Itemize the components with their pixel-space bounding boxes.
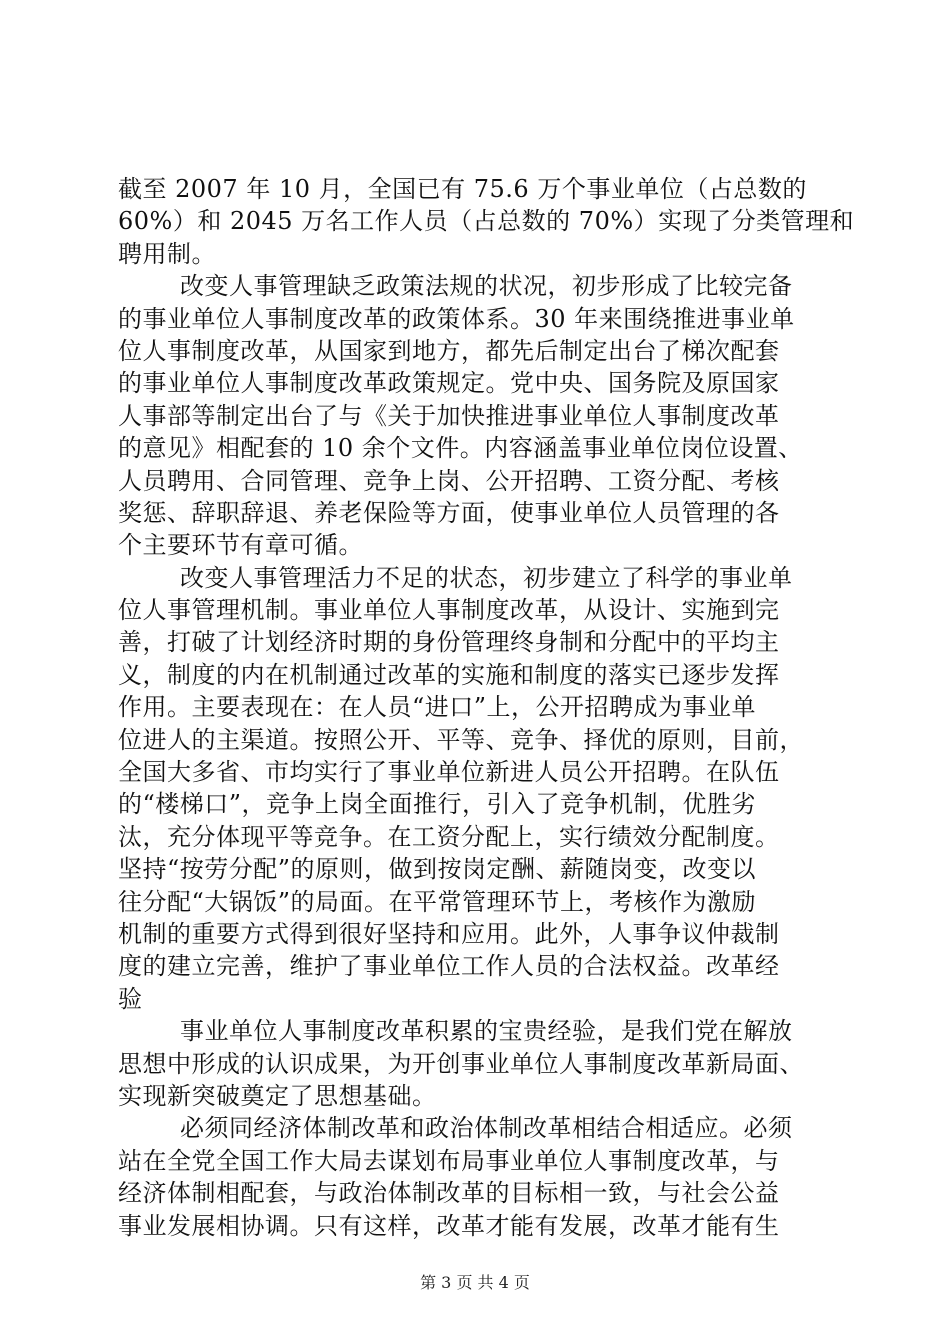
text-line: 坚持“按劳分配”的原则，做到按岗定酬、薪随岗变，改变以 bbox=[118, 855, 757, 884]
text-line: 汰，充分体现平等竞争。在工资分配上，实行绩效分配制度。 bbox=[118, 822, 780, 851]
text-line: 改变人事管理缺乏政策法规的状况，初步形成了比较完备 bbox=[180, 272, 793, 301]
text-line: 60%）和 2045 万名工作人员（占总数的 70%）实现了分类管理和 bbox=[118, 207, 855, 236]
text-line: 位人事制度改革，从国家到地方，都先后制定出台了梯次配套 bbox=[118, 336, 780, 365]
text-line: 截至 2007 年 10 月，全国已有 75.6 万个事业单位（占总数的 bbox=[118, 175, 807, 203]
text-line: 个主要环节有章可循。 bbox=[118, 531, 363, 560]
text-line: 义，制度的内在机制通过改革的实施和制度的落实已逐步发挥 bbox=[118, 660, 780, 689]
text-line: 往分配“大锅饭”的局面。在平常管理环节上，考核作为激励 bbox=[118, 887, 757, 916]
text-line: 的事业单位人事制度改革政策规定。党中央、国务院及原国家 bbox=[118, 369, 780, 398]
text-line: 位进人的主渠道。按照公开、平等、竞争、择优的原则，目前， bbox=[118, 725, 804, 754]
text-line: 奖惩、辞职辞退、养老保险等方面，使事业单位人员管理的各 bbox=[118, 498, 780, 527]
page-footer: 第 3 页 共 4 页 bbox=[420, 1273, 530, 1292]
text-line: 经济体制相配套，与政治体制改革的目标相一致，与社会公益 bbox=[118, 1179, 780, 1208]
text-line: 改变人事管理活力不足的状态，初步建立了科学的事业单 bbox=[180, 563, 793, 592]
text-line: 位人事管理机制。事业单位人事制度改革，从设计、实施到完 bbox=[118, 596, 780, 625]
text-line: 事业单位人事制度改革积累的宝贵经验，是我们党在解放 bbox=[180, 1017, 793, 1046]
text-line: 实现新突破奠定了思想基础。 bbox=[118, 1081, 437, 1110]
text-line: 善，打破了计划经济时期的身份管理终身制和分配中的平均主 bbox=[118, 628, 780, 657]
document-body bbox=[118, 173, 855, 1242]
text-line: 验 bbox=[118, 984, 143, 1013]
text-line: 聘用制。 bbox=[118, 239, 216, 268]
text-line: 作用。主要表现在：在人员“进口”上，公开招聘成为事业单 bbox=[118, 693, 757, 722]
text-line: 站在全党全国工作大局去谋划布局事业单位人事制度改革，与 bbox=[118, 1146, 780, 1175]
text-line: 机制的重要方式得到很好坚持和应用。此外，人事争议仲裁制 bbox=[118, 919, 780, 948]
text-line: 事业发展相协调。只有这样，改革才能有发展，改革才能有生 bbox=[118, 1211, 780, 1240]
text-line: 人员聘用、合同管理、竞争上岗、公开招聘、工资分配、考核 bbox=[118, 466, 780, 495]
text-line: 度的建立完善，维护了事业单位工作人员的合法权益。改革经 bbox=[118, 952, 780, 981]
text-line: 的事业单位人事制度改革的政策体系。30 年来围绕推进事业单 bbox=[118, 304, 795, 333]
text-line: 的意见》相配套的 10 余个文件。内容涵盖事业单位岗位设置、 bbox=[118, 434, 803, 463]
text-line: 全国大多省、市均实行了事业单位新进人员公开招聘。在队伍 bbox=[118, 758, 780, 787]
text-line: 的“楼梯口”，竞争上岗全面推行，引入了竞争机制，优胜劣 bbox=[118, 790, 757, 819]
text-line: 思想中形成的认识成果，为开创事业单位人事制度改革新局面、 bbox=[118, 1049, 804, 1078]
text-line: 必须同经济体制改革和政治体制改革相结合相适应。必须 bbox=[180, 1114, 793, 1143]
text-line: 人事部等制定出台了与《关于加快推进事业单位人事制度改革 bbox=[118, 401, 780, 430]
